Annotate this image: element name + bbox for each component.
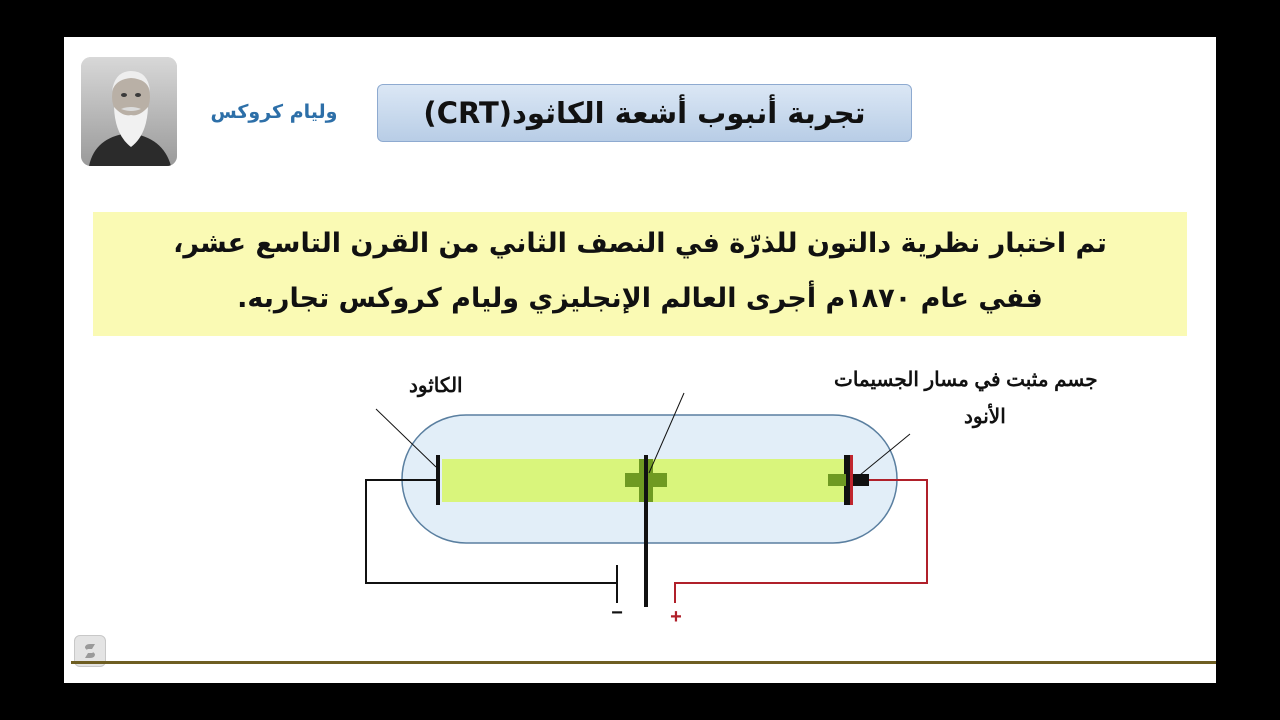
object-label: جسم مثبت في مسار الجسيمات: [834, 369, 1098, 391]
slide: [64, 37, 1216, 683]
cathode-label: الكاثود: [409, 375, 463, 397]
crt-diagram: [64, 37, 1216, 683]
presenter-name: وليام كروكس: [210, 101, 338, 123]
anode-connector: [853, 474, 869, 486]
footer-divider: [71, 661, 1216, 664]
shadow-cross-horizontal: [828, 474, 846, 486]
obstacle-rod: [644, 455, 648, 607]
positive-terminal-sign: +: [670, 606, 682, 628]
negative-terminal-sign: −: [611, 602, 623, 624]
intro-line-1: تم اختبار نظرية دالتون للذرّة في النصف الثاني من القرن التاسع عشر،: [173, 228, 1107, 259]
anode-edge: [850, 455, 853, 505]
cathode-plate: [436, 455, 440, 505]
anode-label: الأنود: [964, 406, 1006, 428]
intro-line-2: ففي عام ١٨٧٠م أجرى العالم الإنجليزي وليام كروكس تجاربه.: [237, 283, 1043, 314]
slide-title: تجربة أنبوب أشعة الكاثود(CRT): [423, 96, 866, 130]
